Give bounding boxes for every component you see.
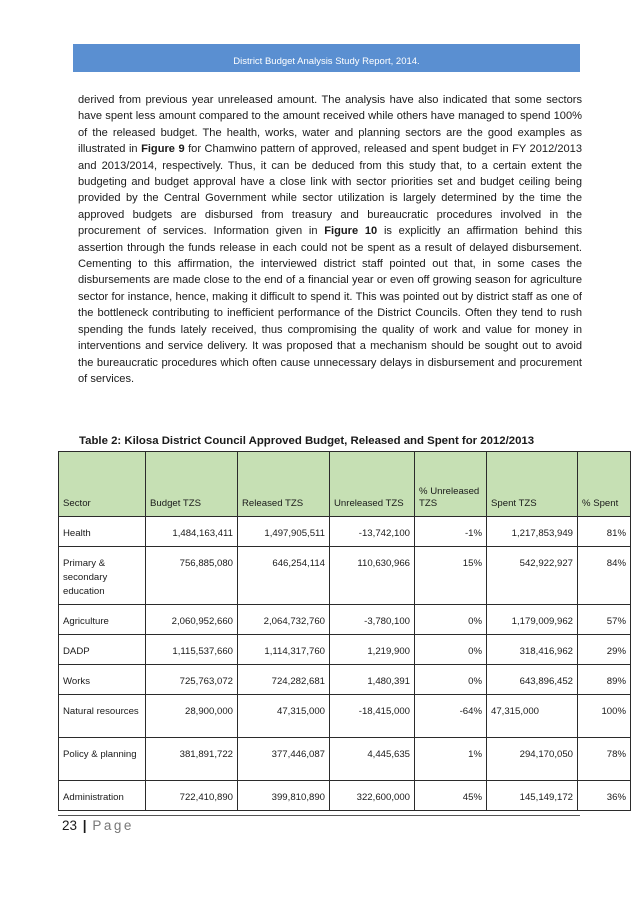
cell-spent: 47,315,000 [487,695,578,738]
cell-released: 1,114,317,760 [238,635,330,665]
header-percent-spent: % Spent [578,452,631,517]
cell-spent: 294,170,050 [487,738,578,781]
cell-percent-unreleased: 0% [415,665,487,695]
cell-unreleased: 4,445,635 [330,738,415,781]
body-paragraph [78,92,582,387]
cell-released: 399,810,890 [238,781,330,811]
table-row [59,781,631,811]
cell-percent-unreleased: 45% [415,781,487,811]
cell-budget: 28,900,000 [146,695,238,738]
cell-sector: Policy & planning [59,738,146,781]
page-number: 23 [62,818,78,833]
cell-budget: 2,060,952,660 [146,605,238,635]
header-released: Released TZS [238,452,330,517]
header-unreleased: Unreleased TZS [330,452,415,517]
cell-unreleased: -18,415,000 [330,695,415,738]
cell-spent: 542,922,927 [487,547,578,605]
page-footer [62,818,134,833]
cell-budget: 725,763,072 [146,665,238,695]
cell-percent-spent: 84% [578,547,631,605]
cell-percent-spent: 100% [578,695,631,738]
cell-percent-spent: 81% [578,517,631,547]
cell-percent-unreleased: -1% [415,517,487,547]
footer-divider [58,815,580,816]
table-header-row [59,452,631,517]
cell-unreleased: 110,630,966 [330,547,415,605]
budget-table [58,451,631,811]
header-spent: Spent TZS [487,452,578,517]
header-budget: Budget TZS [146,452,238,517]
paragraph-part-1: derived from previous year unreleased amount. The analysis have also indicated that some sectors have spent less amount compared to the amount received while others have managed to spend 100% of the released budget. The health, works, water and planning sectors are the good examples as illustrated in [78,94,582,156]
table-row [59,605,631,635]
cell-released: 47,315,000 [238,695,330,738]
cell-released: 377,446,087 [238,738,330,781]
cell-percent-unreleased: 15% [415,547,487,605]
figure-10-reference: Figure 10 [324,225,378,238]
table-row [59,665,631,695]
cell-unreleased: 1,219,900 [330,635,415,665]
cell-unreleased: 322,600,000 [330,781,415,811]
cell-sector: DADP [59,635,146,665]
table-row [59,635,631,665]
table-row [59,547,631,605]
cell-percent-spent: 89% [578,665,631,695]
table-row [59,695,631,738]
paragraph-part-2: for Chamwino pattern of approved, released and spent budget in FY 2012/2013 and 2013/2014, respectively. Thus, it can be deduced from this study that, to a certain extent the budgeting and budget approval have a close link with sector priorities set and budget ceiling being provided by the Central Government while sector utilization is largely determined by the time the approved budgets are disbursed from treasury and bureaucratic procedures involved in the procurement of services. Information given in [78,143,582,238]
cell-percent-unreleased: 0% [415,605,487,635]
paragraph-part-3: is explicitly an affirmation behind this assertion through the funds release in each could not be spent as a result of delayed disbursement. Cementing to this affirmation, the interviewed district staff pointed out that, in some cases the disbursements are made close to the end of a financial year or even off growing season for agriculture sector for instance, hence, making it difficult to spend it. This was pointed out by district staff as one of the bottleneck contributing to inefficient performance of the District Councils. Often they tend to rush spending the funds lately received, thus compromising the quality of work and value for money in interventions and service delivery. It was proposed that a mechanism should be sought out to avoid the bureaucratic procedures which often cause unnecessary delays in disbursement and procurement of services. [78,225,582,385]
cell-budget: 1,484,163,411 [146,517,238,547]
table-row [59,738,631,781]
cell-sector: Primary & secondary education [59,547,146,605]
cell-spent: 318,416,962 [487,635,578,665]
cell-sector: Administration [59,781,146,811]
cell-percent-spent: 36% [578,781,631,811]
table-row [59,517,631,547]
report-header [73,44,580,72]
cell-budget: 722,410,890 [146,781,238,811]
cell-spent: 145,149,172 [487,781,578,811]
table-title: Table 2: Kilosa District Council Approved Budget, Released and Spent for 2012/2013 [79,435,535,447]
footer-separator: | [82,818,87,833]
cell-sector: Health [59,517,146,547]
cell-spent: 643,896,452 [487,665,578,695]
cell-unreleased: 1,480,391 [330,665,415,695]
cell-sector: Agriculture [59,605,146,635]
cell-percent-spent: 78% [578,738,631,781]
cell-released: 724,282,681 [238,665,330,695]
cell-percent-unreleased: -64% [415,695,487,738]
cell-percent-unreleased: 1% [415,738,487,781]
cell-released: 1,497,905,511 [238,517,330,547]
header-percent-unreleased: % Unreleased TZS [415,452,487,517]
cell-released: 2,064,732,760 [238,605,330,635]
header-title: District Budget Analysis Study Report, 2014. [233,56,420,67]
page-label: Page [92,818,134,833]
cell-unreleased: -3,780,100 [330,605,415,635]
cell-budget: 381,891,722 [146,738,238,781]
figure-9-reference: Figure 9 [141,143,185,156]
cell-budget: 1,115,537,660 [146,635,238,665]
cell-budget: 756,885,080 [146,547,238,605]
cell-percent-unreleased: 0% [415,635,487,665]
cell-unreleased: -13,742,100 [330,517,415,547]
cell-percent-spent: 57% [578,605,631,635]
cell-released: 646,254,114 [238,547,330,605]
cell-percent-spent: 29% [578,635,631,665]
cell-spent: 1,217,853,949 [487,517,578,547]
cell-spent: 1,179,009,962 [487,605,578,635]
header-sector: Sector [59,452,146,517]
cell-sector: Works [59,665,146,695]
cell-sector: Natural resources [59,695,146,738]
